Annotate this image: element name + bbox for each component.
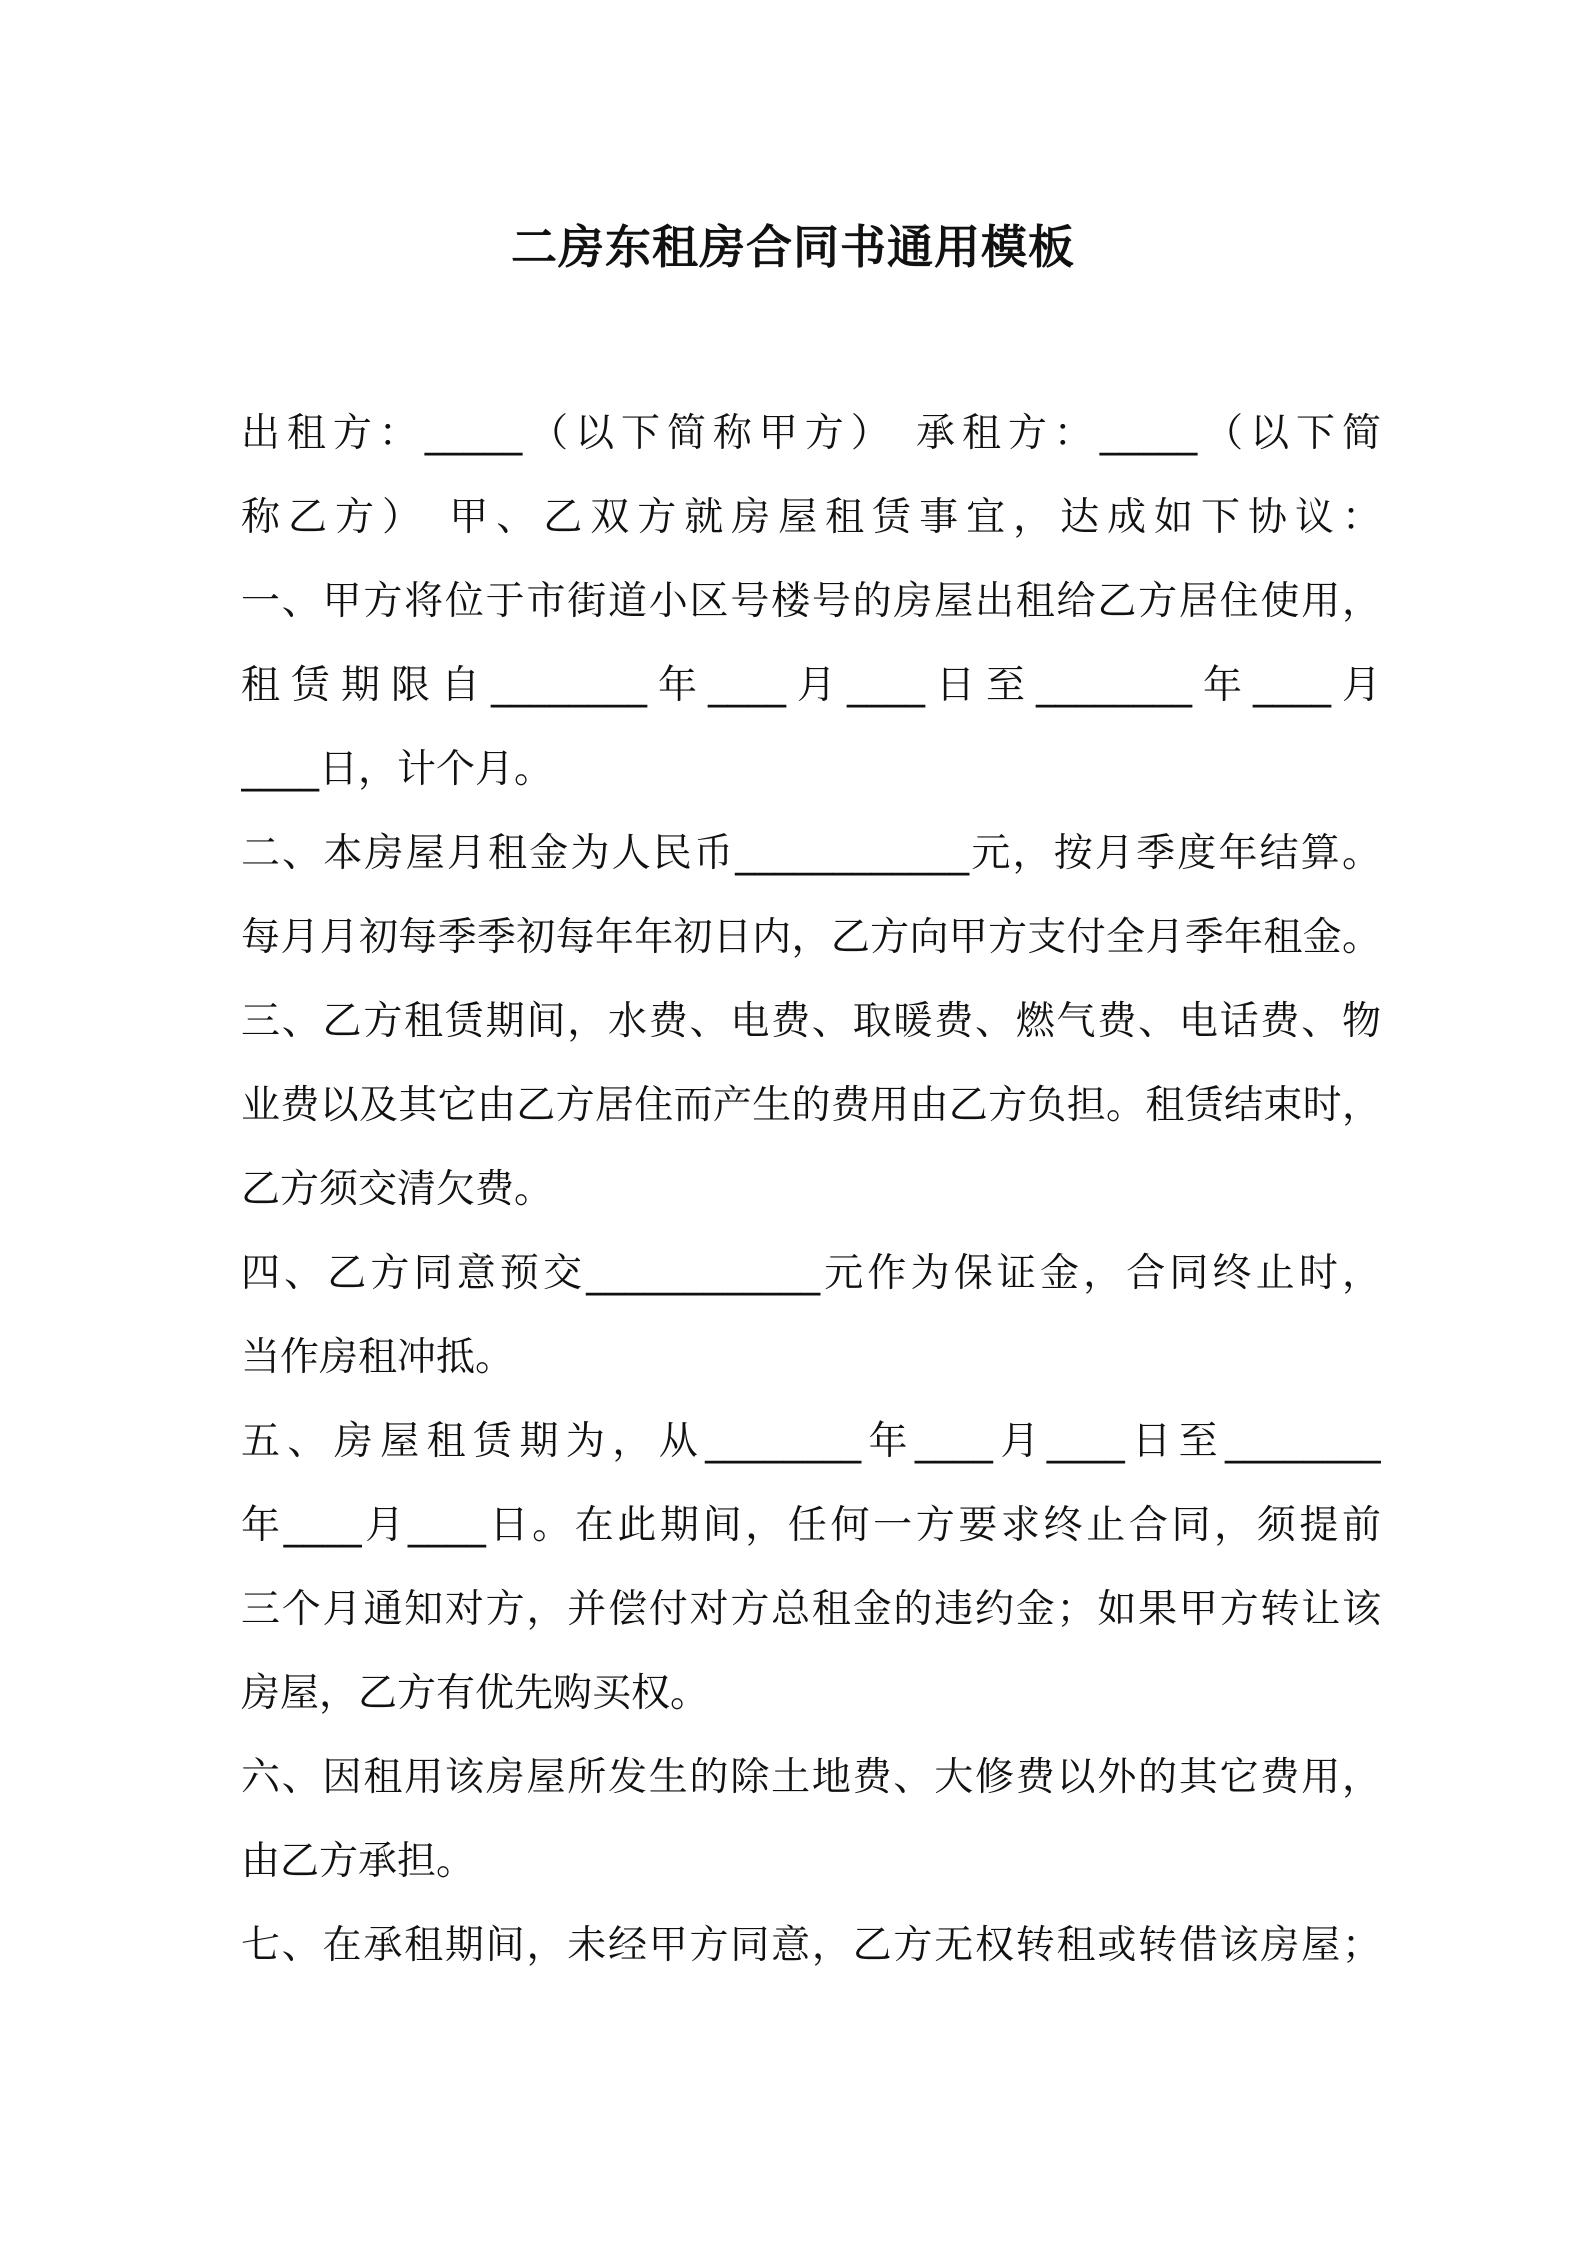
contract-line: 三个月通知对方，并偿付对方总租金的违约金；如果甲方转让该	[241, 1587, 1381, 1632]
contract-line: 一、甲方将位于市街道小区号楼号的房屋出租给乙方居住使用，	[241, 579, 1381, 624]
contract-line: 业费以及其它由乙方居住而产生的费用由乙方负担。租赁结束时，	[241, 1083, 1381, 1128]
contract-line: 房屋，乙方有优先购买权。	[241, 1671, 710, 1716]
contract-line: 每月月初每季季初每年年初日内，乙方向甲方支付全月季年租金。	[241, 915, 1381, 960]
contract-line: 乙方须交清欠费。	[241, 1167, 554, 1212]
contract-line: ____日，计个月。	[241, 747, 554, 792]
contract-line: 五、房屋租赁期为，从________年____月____日至________	[241, 1419, 1381, 1464]
contract-line: 称乙方） 甲、乙双方就房屋租赁事宜，达成如下协议：	[241, 495, 1381, 540]
contract-line: 当作房租冲抵。	[241, 1335, 515, 1380]
contract-line: 出租方：_____（以下简称甲方） 承租方：_____（以下简	[241, 411, 1381, 456]
contract-line: 租赁期限自________年____月____日至________年____月	[241, 663, 1381, 708]
contract-line: 由乙方承担。	[241, 1839, 476, 1884]
contract-line: 三、乙方租赁期间，水费、电费、取暖费、燃气费、电话费、物	[241, 999, 1381, 1044]
contract-line: 六、因租用该房屋所发生的除土地费、大修费以外的其它费用，	[241, 1755, 1381, 1800]
contract-line: 七、在承租期间，未经甲方同意，乙方无权转租或转借该房屋；	[241, 1923, 1381, 1968]
contract-line: 二、本房屋月租金为人民币____________元，按月季度年结算。	[241, 831, 1381, 876]
contract-line: 年____月____日。在此期间，任何一方要求终止合同，须提前	[241, 1503, 1381, 1548]
document-title: 二房东租房合同书通用模板	[511, 220, 1075, 274]
contract-line: 四、乙方同意预交____________元作为保证金，合同终止时，	[241, 1251, 1381, 1296]
